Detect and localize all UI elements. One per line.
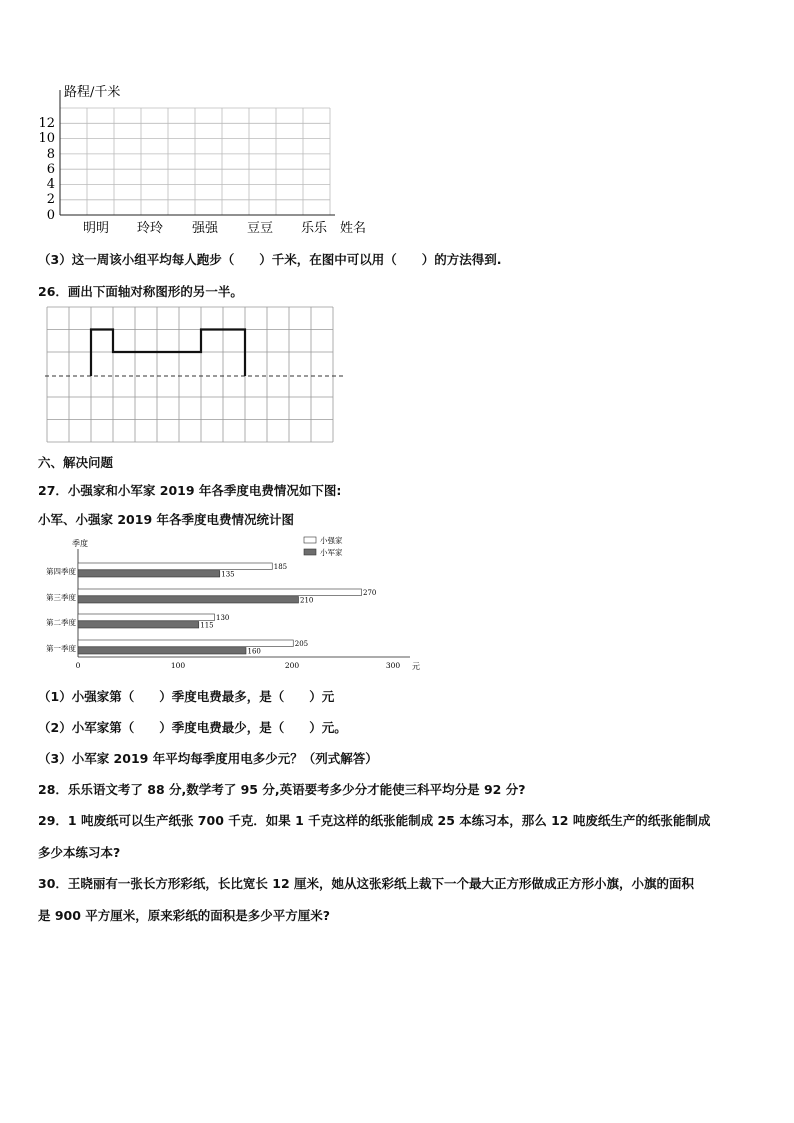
legend-label-xiaoqiang: 小强家 (320, 536, 343, 545)
bar-xiaojun (78, 571, 220, 578)
bar-value-label: 135 (221, 570, 235, 579)
question-30-line1: 30．王晓丽有一张长方形彩纸，长比宽长 12 厘米，她从这张彩纸上裁下一个最大正方形做成正方形小旗，小旗的面积 (38, 876, 694, 891)
bar-chart-category-label: 第四季度 (46, 567, 76, 576)
bar-chart-xtick: 100 (170, 661, 186, 670)
bar-value-label: 270 (363, 589, 377, 597)
legend-swatch-xiaojun (304, 549, 316, 555)
distance-chart-xlabel: 姓名 (340, 221, 367, 236)
question-28: 28．乐乐语文考了 88 分,数学考了 95 分,英语要考多少分才能使三科平均分是 92 分? (38, 782, 526, 797)
symmetry-grid (45, 305, 345, 445)
distance-chart-ytick: 0 (46, 208, 55, 223)
bar-xiaojun (78, 648, 246, 655)
electricity-bar-chart (38, 533, 428, 673)
question-27-1: （1）小强家第（ ）季度电费最多，是（ ）元 (38, 689, 335, 704)
bar-chart-xtick: 0 (75, 661, 81, 670)
question-30-line2: 是 900 平方厘米，原来彩纸的面积是多少平方厘米? (38, 908, 331, 923)
bar-xiaoqiang (78, 614, 215, 621)
legend-swatch-xiaoqiang (304, 537, 316, 543)
question-27: 27．小强家和小军家 2019 年各季度电费情况如下图: (38, 483, 342, 498)
distance-chart-grid (60, 108, 330, 215)
section-6-heading: 六、解决问题 (38, 455, 114, 470)
question-27-3: （3）小军家 2019 年平均每季度用电多少元？（列式解答） (38, 751, 378, 766)
bar-chart-xtick: 300 (385, 661, 401, 670)
question-27-2: （2）小军家第（ ）季度电费最少，是（ ）元。 (38, 720, 347, 735)
bar-value-label: 210 (300, 596, 314, 605)
bar-xiaoqiang (78, 640, 293, 647)
bar-value-label: 185 (273, 563, 288, 571)
distance-chart-xtick: 玲玲 (137, 221, 164, 236)
bar-value-label: 160 (247, 647, 261, 656)
bar-xiaoqiang (78, 563, 272, 570)
distance-chart (30, 78, 390, 238)
bar-chart-category-label: 第三季度 (46, 593, 76, 602)
half-figure (91, 330, 245, 377)
question-25-3: （3）这一周该小组平均每人跑步（ ）千米，在图中可以用（ ）的方法得到. (38, 252, 502, 267)
distance-chart-ytick: 10 (38, 131, 55, 146)
bar-chart-category-label: 第一季度 (46, 644, 76, 653)
distance-chart-ytick: 12 (38, 116, 55, 131)
bar-value-label: 115 (200, 621, 214, 630)
bar-chart-ylabel: 季度 (72, 539, 88, 548)
distance-chart-ytick: 8 (46, 147, 55, 162)
question-26: 26．画出下面轴对称图形的另一半。 (38, 284, 243, 299)
bar-xiaoqiang (78, 589, 362, 596)
bar-chart-xtick: 200 (284, 661, 300, 670)
distance-chart-xtick: 明明 (83, 221, 110, 236)
bar-chart-title: 小军、小强家 2019 年各季度电费情况统计图 (38, 512, 294, 527)
question-29-line2: 多少本练习本? (38, 845, 121, 860)
distance-chart-ytick: 2 (46, 192, 55, 207)
bar-value-label: 130 (216, 614, 230, 622)
bar-chart-category-label: 第二季度 (46, 618, 76, 627)
legend-label-xiaojun: 小军家 (320, 548, 343, 557)
distance-chart-xtick: 乐乐 (301, 221, 328, 236)
distance-chart-xtick: 强强 (192, 221, 219, 236)
question-29-line1: 29．1 吨废纸可以生产纸张 700 千克．如果 1 千克这样的纸张能制成 25 本练习本，那么 12 吨废纸生产的纸张能制成 (38, 813, 711, 828)
distance-chart-ytick: 6 (46, 162, 55, 177)
distance-chart-xtick: 豆豆 (247, 221, 274, 236)
distance-chart-ylabel: 路程/千米 (64, 85, 121, 100)
distance-chart-ytick: 4 (46, 177, 55, 192)
bar-xiaojun (78, 597, 299, 604)
bar-chart-xlabel: 元 (412, 662, 420, 671)
bar-value-label: 205 (294, 640, 309, 648)
bar-xiaojun (78, 622, 199, 629)
